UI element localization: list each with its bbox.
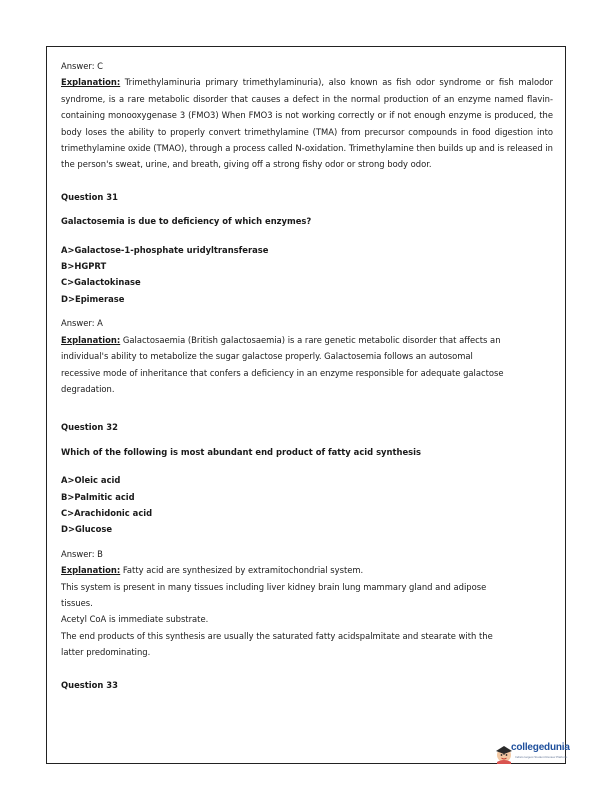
q32-explanation — [61, 562, 553, 578]
q32-explanation-line-3: Acetyl CoA is immediate substrate. — [61, 614, 209, 625]
q31-option-a: A>Galactose-1-phosphate uridyltransferase — [61, 244, 269, 255]
logo-wordmark: collegedunia — [511, 742, 570, 753]
q31-option-b: B>HGPRT — [61, 261, 107, 272]
q32-option-a: A>Oleic acid — [61, 475, 121, 486]
q31-explanation — [61, 332, 553, 348]
q32-explanation-line-1: This system is present in many tissues including liver kidney brain lung mammary gland and adipose — [61, 581, 487, 592]
page-content — [61, 58, 553, 693]
q32-heading: Question 32 — [61, 422, 118, 433]
q33-heading: Question 33 — [61, 679, 118, 690]
q31-explanation-line-4: degradation. — [61, 383, 115, 394]
q30-answer: Answer: C — [61, 61, 104, 71]
q31-explanation-line-2: individual's ability to metabolize the sugar galactose properly. Galactosemia follows an autosomal — [61, 351, 473, 362]
q31-option-c: C>Galactokinase — [61, 277, 141, 288]
q31-heading: Question 31 — [61, 191, 118, 202]
q32-option-d: D>Glucose — [61, 524, 113, 535]
q31-question: Galactosemia is due to deficiency of which enzymes? — [61, 216, 312, 227]
logo-tagline: India's largest Student Review Platform — [515, 755, 568, 759]
q32-option-b: B>Palmitic acid — [61, 491, 135, 502]
q32-option-c: C>Arachidonic acid — [61, 507, 153, 518]
q31-explanation-label: Explanation: — [61, 334, 121, 345]
q31-explanation-line-1: Galactosaemia (British galactosaemia) is a rare genetic metabolic disorder that affects an — [120, 334, 501, 345]
q32-explanation-line-4: The end products of this synthesis are usually the saturated fatty acidspalmitate and stearate with the — [61, 630, 493, 641]
q32-question: Which of the following is most abundant end product of fatty acid synthesis — [61, 446, 421, 457]
q32-explanation-line-5: latter predominating. — [61, 647, 151, 658]
q32-answer: Answer: B — [61, 548, 103, 559]
q30-explanation — [61, 74, 553, 172]
q32-explanation-first: Fatty acid are synthesized by extramitochondrial system. — [120, 565, 364, 576]
q32-options — [61, 472, 553, 538]
q31-option-d: D>Epimerase — [61, 293, 125, 304]
q31-options — [61, 242, 553, 308]
q32-explanation-line-2: tissues. — [61, 597, 93, 608]
q32-explanation-label: Explanation: — [61, 565, 121, 576]
q31-explanation-line-3: recessive mode of inheritance that confers a deficiency in an enzyme responsible for adequate galactose — [61, 367, 504, 378]
q30-explanation-label: Explanation: — [61, 77, 121, 88]
q30-explanation-text: Trimethylaminuria primary trimethylaminuria), also known as fish odor syndrome or fish malodor syndrome, is a rare metabolic disorder that causes a defect in the normal production of an enzyme named flavin-containing monooxygenase 3 (FMO3) When FMO3 is not working correctly or if not enough enzyme is produced, the body loses the ability to properly convert trimethylamine (TMA) from precursor compounds in food digestion into trimethylamine oxide (TMAO), through a process called N-oxidation. Trimethylamine then builds up and is released in the person's sweat, urine, and breath, giving off a strong fishy odor or strong body odor. — [61, 77, 553, 170]
q31-answer: Answer: A — [61, 318, 103, 329]
collegedunia-logo — [493, 740, 569, 768]
